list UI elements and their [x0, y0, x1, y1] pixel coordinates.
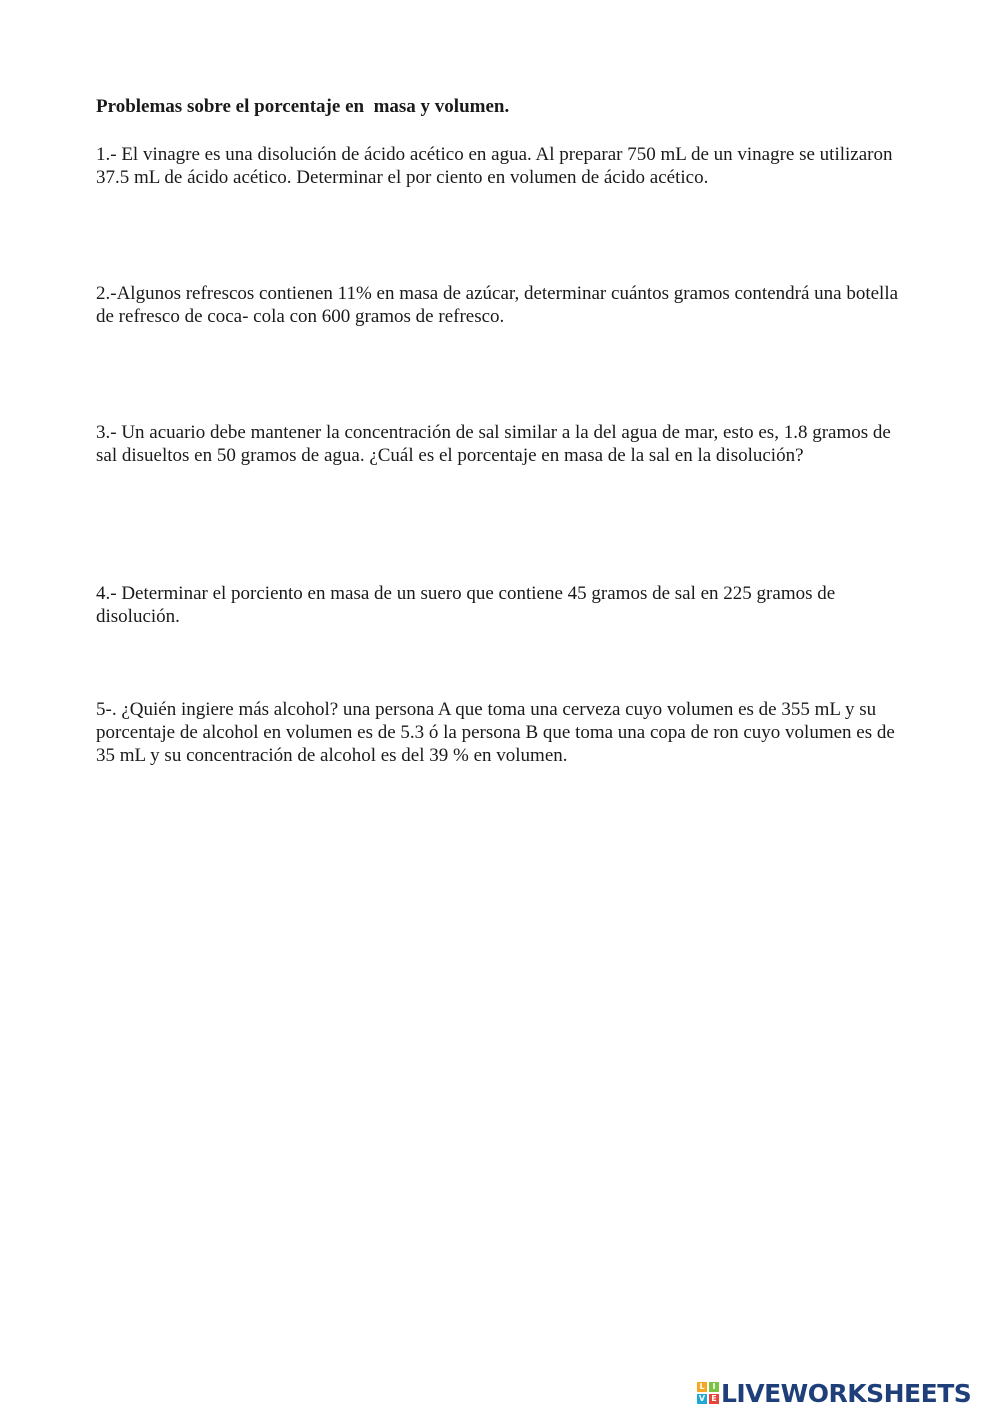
logo-tile-l: L — [697, 1382, 707, 1392]
document-title: Problemas sobre el porcentaje en masa y volumen. — [96, 96, 510, 117]
problem-5: 5-. ¿Quién ingiere más alcohol? una persona A que toma una cerveza cuyo volumen es de 355 mL y su porcentaje de alcohol en volumen es de 5.3 ó la persona B que toma una copa de ron cuyo volumen es de 35 mL y su concentración de alcohol es del 39 % en volumen. — [96, 699, 895, 766]
logo-tile-e: E — [709, 1394, 719, 1404]
problem-2: 2.-Algunos refrescos contienen 11% en masa de azúcar, determinar cuántos gramos contendrá una botella de refresco de coca- cola con 600 gramos de refresco. — [96, 283, 899, 327]
problem-3: 3.- Un acuario debe mantener la concentración de sal similar a la del agua de mar, esto es, 1.8 gramos de sal disueltos en 50 gramos de agua. ¿Cuál es el porcentaje en masa de la sal en la disolución? — [96, 422, 891, 466]
problem-1: 1.- El vinagre es una disolución de ácido acético en agua. Al preparar 750 mL de un vinagre se utilizaron 37.5 mL de ácido acético. Determinar el por ciento en volumen de ácido acético. — [96, 144, 893, 188]
logo-tile-v: V — [698, 1394, 706, 1403]
liveworksheets-logo — [697, 1378, 971, 1408]
liveworksheets-logo-text: LIVEWORKSHEETS — [721, 1378, 972, 1408]
problem-4: 4.- Determinar el porciento en masa de un suero que contiene 45 gramos de sal en 225 gramos de disolución. — [96, 583, 836, 627]
logo-tile-i: I — [709, 1382, 719, 1392]
liveworksheets-logo-icon — [697, 1382, 719, 1404]
